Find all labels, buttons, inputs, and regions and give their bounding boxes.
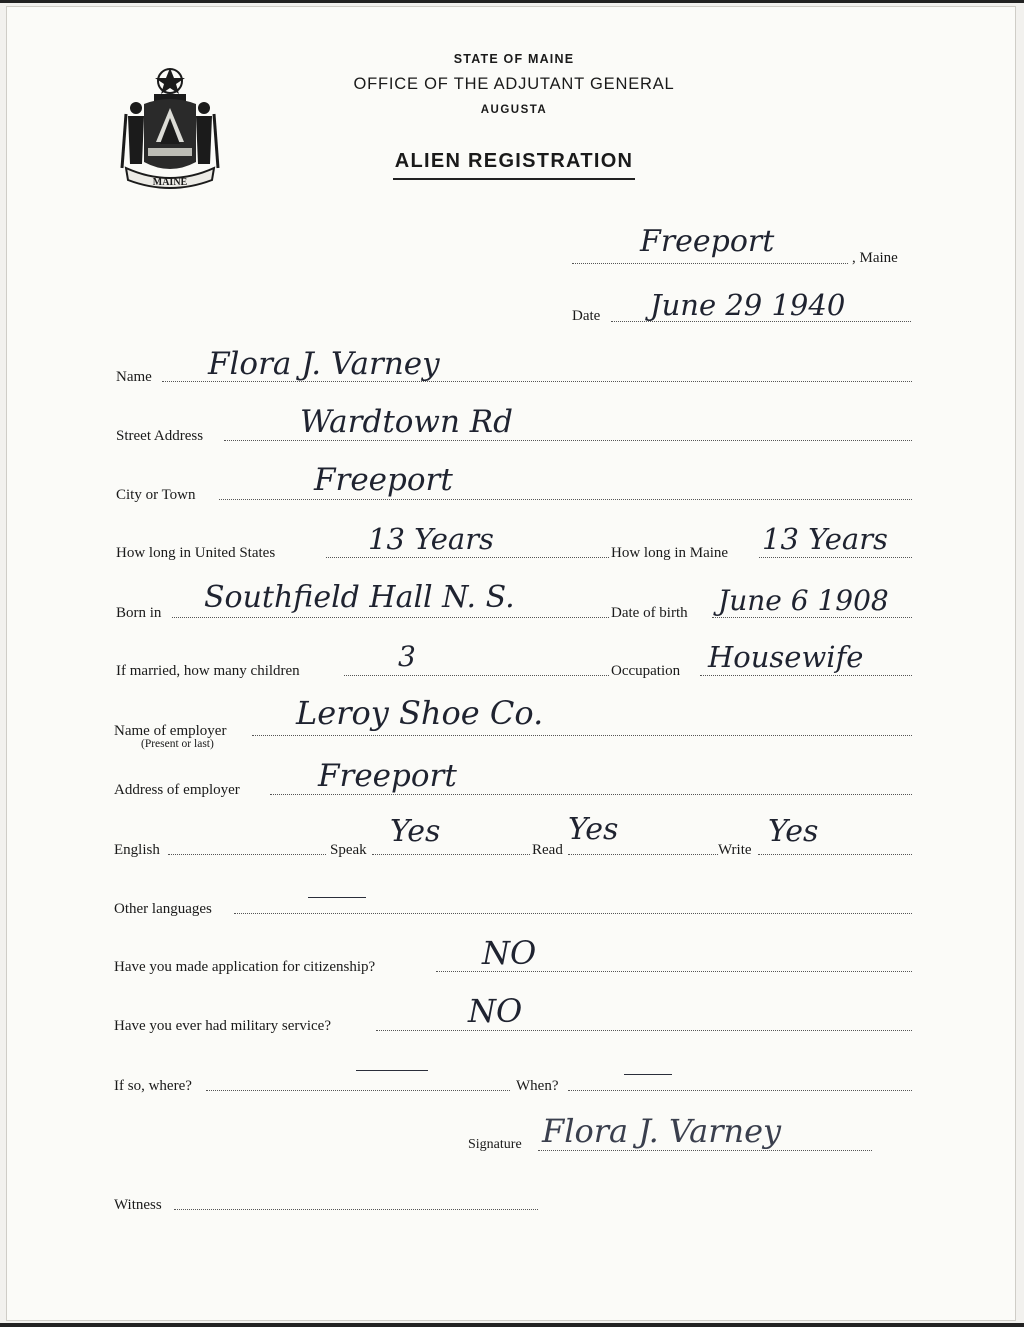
signature-line (538, 1150, 872, 1151)
write-value: Yes (768, 814, 819, 849)
street-address-value: Wardtown Rd (300, 404, 513, 440)
label-how-long-us: How long in United States (116, 545, 276, 561)
born-in-value: Southfield Hall N. S. (204, 580, 515, 615)
label-other-languages: Other languages (114, 901, 212, 917)
label-born-in: Born in (116, 605, 162, 621)
occupation-value: Housewife (708, 640, 864, 674)
place-line (572, 263, 848, 264)
header-city: AUGUSTA (480, 104, 548, 116)
street-address-line (224, 440, 912, 441)
label-read: Read (532, 842, 563, 858)
date-of-birth-line (712, 617, 912, 618)
employer-name-line (252, 735, 912, 736)
read-value: Yes (568, 812, 619, 847)
label-where: If so, where? (114, 1078, 192, 1094)
label-street-address: Street Address (116, 428, 204, 444)
label-how-long-maine: How long in Maine (611, 545, 729, 561)
label-speak: Speak (330, 842, 367, 858)
read-line (568, 854, 718, 855)
label-employer-name: Name of employer (114, 723, 227, 739)
employer-name-value: Leroy Shoe Co. (296, 694, 544, 732)
military-line (376, 1030, 912, 1031)
other-languages-line (234, 913, 912, 914)
city-or-town-line (219, 499, 912, 500)
where-dash (356, 1070, 428, 1071)
children-line (344, 675, 609, 676)
label-military: Have you ever had military service? (114, 1018, 331, 1034)
place-suffix: , Maine (852, 250, 898, 266)
label-signature: Signature (468, 1137, 522, 1152)
when-line (568, 1090, 912, 1091)
label-employer-name-sub: (Present or last) (141, 738, 214, 750)
how-long-maine-value: 13 Years (762, 522, 888, 556)
speak-line (372, 854, 530, 855)
where-line (206, 1090, 510, 1091)
header-office: OFFICE OF THE ADJUTANT GENERAL (353, 75, 675, 93)
other-languages-dash (308, 897, 366, 898)
signature-value: Flora J. Varney (542, 1112, 782, 1150)
witness-line (174, 1209, 538, 1210)
military-value: NO (468, 992, 523, 1030)
city-or-town-value: Freeport (314, 462, 453, 498)
speak-value: Yes (390, 814, 441, 849)
occupation-line (700, 675, 912, 676)
label-witness: Witness (114, 1197, 162, 1213)
svg-text:MAINE: MAINE (152, 177, 188, 188)
place-value: Freeport (640, 224, 775, 259)
how-long-us-line (326, 557, 609, 558)
label-city-or-town: City or Town (116, 487, 196, 503)
date-of-birth-value: June 6 1908 (718, 584, 889, 617)
how-long-us-value: 13 Years (368, 522, 494, 556)
label-occupation: Occupation (611, 663, 681, 679)
form-title: ALIEN REGISTRATION (0, 150, 1024, 180)
label-citizenship: Have you made application for citizenship? (114, 959, 376, 975)
label-write: Write (718, 842, 752, 858)
header-state: STATE OF MAINE (453, 52, 575, 66)
english-line (168, 854, 326, 855)
when-dash (624, 1074, 672, 1075)
label-date-of-birth: Date of birth (611, 605, 688, 621)
name-value: Flora J. Varney (208, 346, 440, 382)
employer-address-value: Freeport (318, 758, 457, 794)
how-long-maine-line (759, 557, 912, 558)
employer-address-line (270, 794, 912, 795)
label-date: Date (572, 308, 601, 324)
children-value: 3 (398, 640, 416, 673)
label-name: Name (116, 369, 152, 385)
label-employer-address: Address of employer (114, 782, 240, 798)
label-english: English (114, 842, 160, 858)
citizenship-value: NO (482, 934, 537, 972)
born-in-line (172, 617, 609, 618)
scan-edge-bottom (0, 1323, 1024, 1327)
date-value: June 29 1940 (650, 288, 846, 322)
label-children: If married, how many children (116, 663, 300, 679)
write-line (758, 854, 912, 855)
scan-edge-top (0, 0, 1024, 3)
label-when: When? (516, 1078, 559, 1094)
